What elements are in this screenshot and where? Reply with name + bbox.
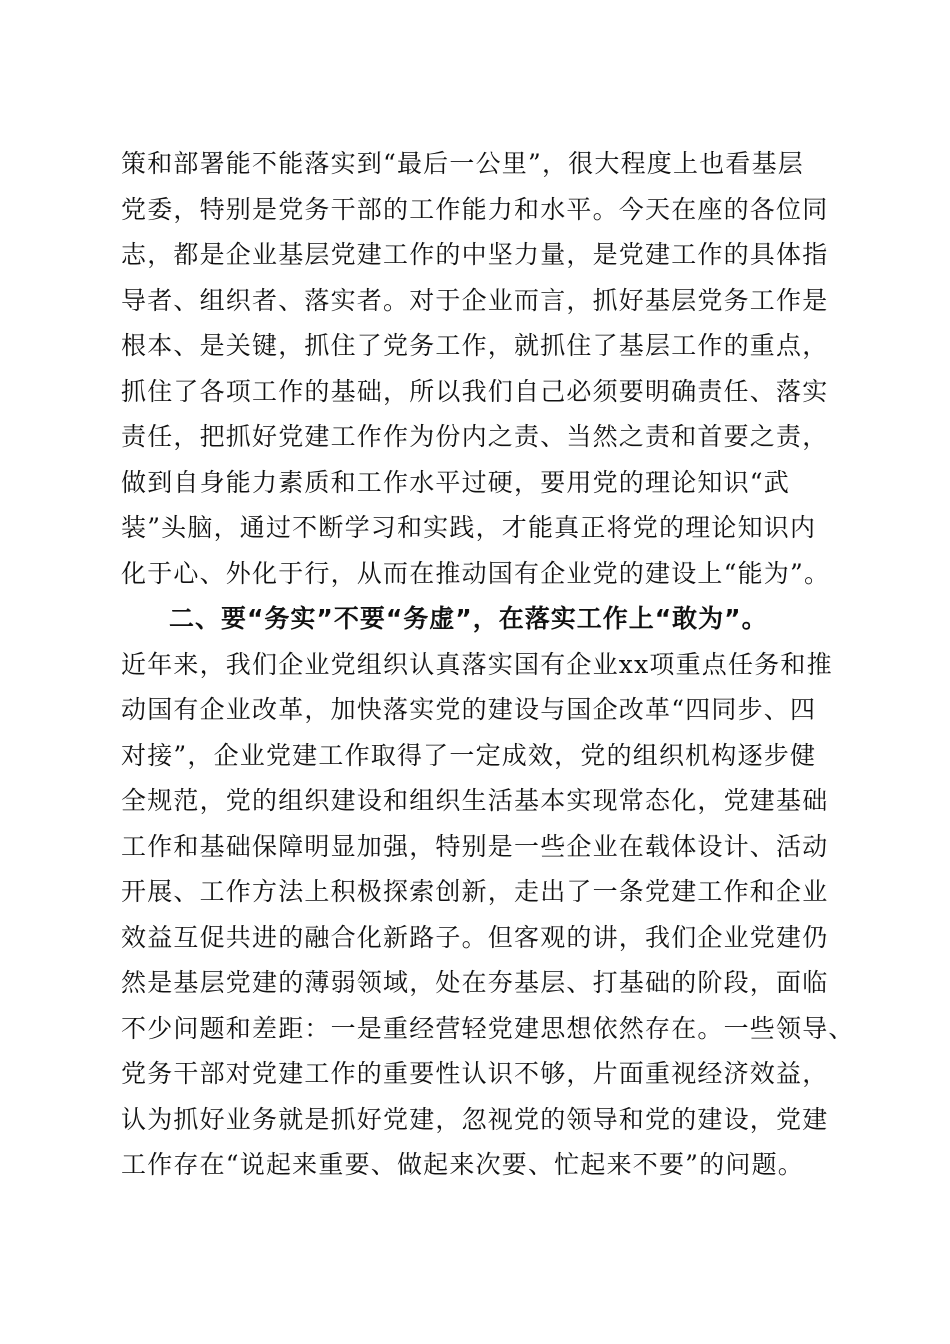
text-line: 导者、组织者、落实者。对于企业而言，抓好基层党务工作是 xyxy=(121,285,829,315)
text-line: 根本、是关键，抓住了党务工作，就抓住了基层工作的重点， xyxy=(121,331,829,360)
text-line: 责任，把抓好党建工作作为份内之责、当然之责和首要之责， xyxy=(121,422,829,451)
text-line: 动国有企业改革，加快落实党的建设与国企改革“四同步、四 xyxy=(121,695,817,724)
text-line: 对接”，企业党建工作取得了一定成效，党的组织机构逐步健 xyxy=(121,740,817,770)
text-line: 效益互促共进的融合化新路子。但客观的讲，我们企业党建仍 xyxy=(121,922,829,952)
text-line: 党委，特别是党务干部的工作能力和水平。今天在座的各位同 xyxy=(121,194,829,224)
section-heading: 二、要“务实”不要“务虚”，在落实工作上“敢为”。 xyxy=(169,604,768,633)
text-line: 装”头脑，通过不断学习和实践，才能真正将党的理论知识内 xyxy=(121,513,817,542)
body-text xyxy=(121,141,855,1188)
text-line: 开展、工作方法上积极探索创新，走出了一条党建工作和企业 xyxy=(121,877,829,906)
text-line: 党务干部对党建工作的重要性认识不够，片面重视经济效益， xyxy=(121,1059,829,1088)
text-line: 志，都是企业基层党建工作的中坚力量，是党建工作的具体指 xyxy=(121,240,829,269)
text-line: 然是基层党建的薄弱领域，处在夯基层、打基础的阶段，面临 xyxy=(121,968,829,997)
text-line: 全规范，党的组织建设和组织生活基本实现常态化，党建基础 xyxy=(121,786,829,815)
text-line: 化于心、外化于行，从而在推动国有企业党的建设上“能为”。 xyxy=(121,558,831,588)
text-line: 策和部署能不能落实到“最后一公里”，很大程度上也看基层 xyxy=(121,149,804,178)
text-line: 做到自身能力素质和工作水平过硬，要用党的理论知识“武 xyxy=(121,467,790,497)
text-line: 不少问题和差距：一是重经营轻党建思想依然存在。一些领导、 xyxy=(121,1013,855,1043)
text-line: 抓住了各项工作的基础，所以我们自己必须要明确责任、落实 xyxy=(121,376,829,406)
text-line: 认为抓好业务就是抓好党建，忽视党的领导和党的建设，党建 xyxy=(121,1104,829,1134)
text-line: 工作和基础保障明显加强，特别是一些企业在载体设计、活动 xyxy=(121,831,829,861)
text-line: 工作存在“说起来重要、做起来次要、忙起来不要”的问题。 xyxy=(121,1150,804,1179)
text-line: 近年来，我们企业党组织认真落实国有企业xx项重点任务和推 xyxy=(121,649,833,679)
